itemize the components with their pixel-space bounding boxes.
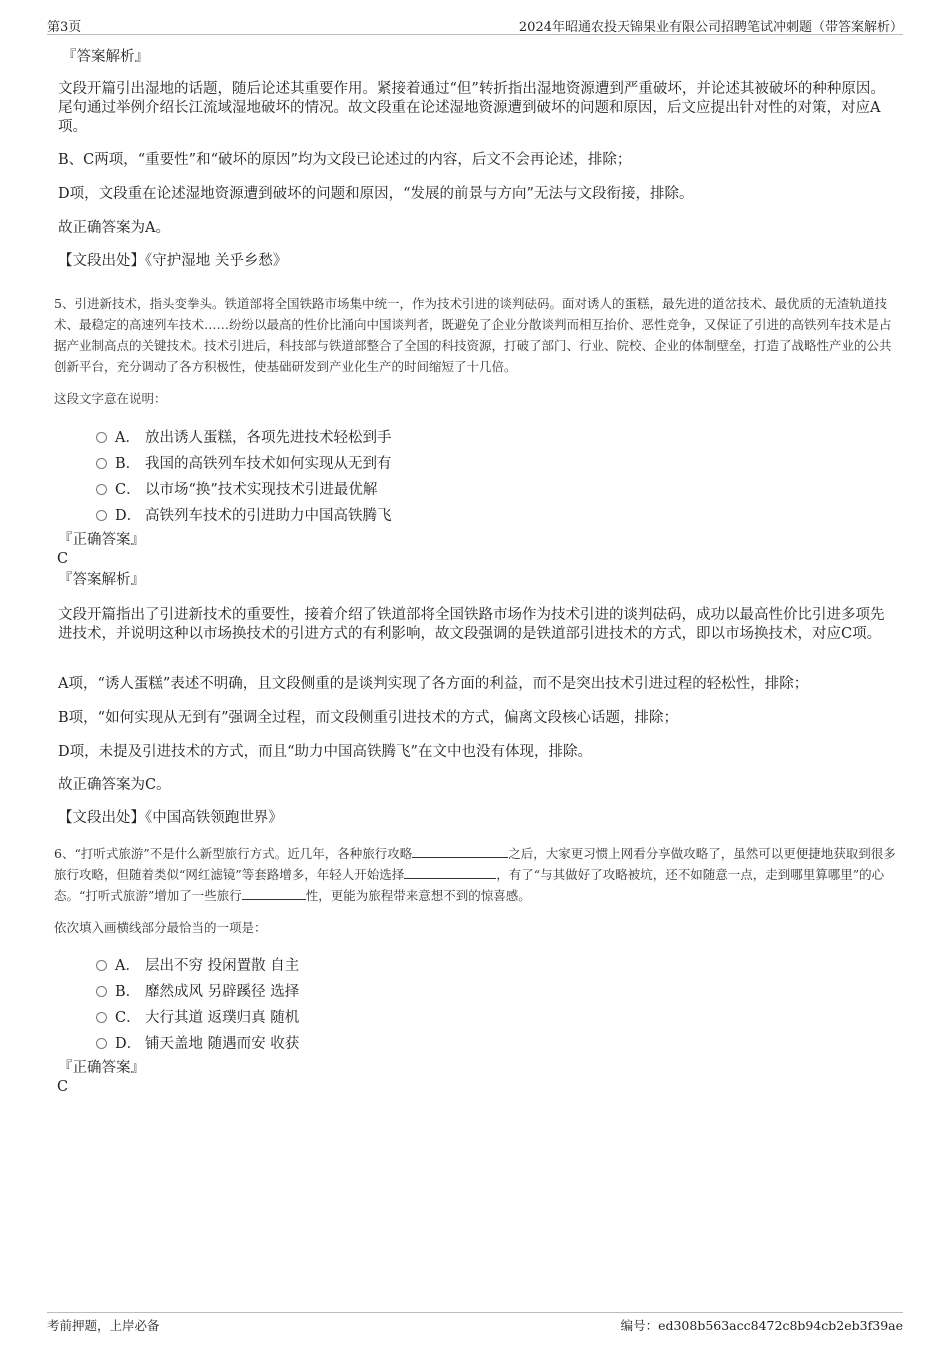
radio-icon[interactable] [96,458,107,469]
option-d[interactable]: D． 高铁列车技术的引进助力中国高铁腾飞 [96,504,392,524]
page-header [47,14,903,35]
analysis-paragraph: 文段开篇引出湿地的话题，随后论述其重要作用。紧接着通过“但”转折指出湿地资源遭到严重破坏，并论述其被破坏的种种原因。尾句通过举例介绍长江流域湿地破坏的情况。故文段重在论述湿地资源遭到破坏的问题和原因，后文应提出针对性的对策，对应A项。 [58,81,885,135]
analysis-paragraph: D项，文段重在论述湿地资源遭到破坏的问题和原因，“发展的前景与方向”无法与文段衔接，排除。 [58,186,694,202]
answer-label: 『正确答案』 [58,1060,145,1076]
option-c[interactable]: C． 以市场“换”技术实现技术引进最优解 [96,478,377,498]
answer-conclusion: 故正确答案为C。 [58,777,171,793]
analysis-paragraph: D项，未提及引进技术的方式，而且“助力中国高铁腾飞”在文中也没有体现，排除。 [58,744,592,760]
option-b[interactable]: B． 靡然成风 另辟蹊径 选择 [96,980,299,1000]
option-a[interactable]: A． 层出不穷 投闲置散 自主 [96,954,299,974]
analysis-label: 『答案解析』 [58,572,145,588]
document-title: 2024年昭通农投天锦果业有限公司招聘笔试冲刺题（带答案解析） [518,20,903,35]
question-stem: 5、引进新技术，指头变拳头。铁道部将全国铁路市场集中统一，作为技术引进的谈判砝码。面对诱人的蛋糕，最先进的道岔技术、最优质的无渣轨道技术、最稳定的高速列车技术……纷纷以最高的性价比涌向中国谈判者，既避免了企业分散谈判而相互抬价、恶性竞争，又保证了引进的高铁列车技术是占据产业制高点的关键技术。技术引进后，科技部与铁道部整合了全国的科技资源，打破了部门、行业、院校、企业的体制壁垒，打造了战略性产业的公共创新平台，充分调动了各方积极性，使基础研发到产业化生产的时间缩短了十几倍。 [54,296,892,374]
analysis-label: 『答案解析』 [62,49,149,65]
answer-value: C [57,551,69,567]
analysis-paragraph: B项，“如何实现从无到有”强调全过程，而文段侧重引进技术的方式，偏离文段核心话题，排除； [58,710,678,726]
page-footer [47,1312,903,1337]
document-id: 编号：ed308b563acc8472c8b94cb2eb3f39ae [620,1318,903,1333]
analysis-paragraph: 文段开篇指出了引进新技术的重要性，接着介绍了铁道部将全国铁路市场作为技术引进的谈判砝码，成功以最高性价比引进多项先进技术，并说明这种以市场换技术的引进方式的有利影响，故文段强调的是铁道部引进技术的方式，即以市场换技术，对应C项。 [58,607,885,642]
question-prompt: 依次填入画横线部分最恰当的一项是： [54,920,267,935]
option-d[interactable]: D． 铺天盖地 随遇而安 收获 [96,1032,299,1052]
radio-icon[interactable] [96,1038,107,1049]
answer-value: C [57,1079,69,1095]
option-a[interactable]: A． 放出诱人蛋糕，各项先进技术轻松到手 [96,426,392,446]
analysis-paragraph: B、C两项，“重要性”和“破坏的原因”均为文段已论述过的内容，后文不会再论述，排除； [58,152,632,168]
answer-label: 『正确答案』 [58,532,145,548]
radio-icon[interactable] [96,432,107,443]
radio-icon[interactable] [96,510,107,521]
question-stem: 6、“打听式旅游”不是什么新型旅行方式。近几年，各种旅行攻略 之后，大家更习惯上网看分享做攻略了，虽然可以更便捷地获取到很多旅行攻略，但随着类似“网红滤镜”等套路增多，年轻人开始选择 ，有了“与其做好了攻略被坑，还不如随意一点，走到哪里算哪里”的心态。“打听式旅游”增加了一些旅行 性，更能为旅程带来意想不到的惊喜感。 [54,846,896,903]
option-c[interactable]: C． 大行其道 返璞归真 随机 [96,1006,299,1026]
page-number: 第3页 [47,20,82,35]
radio-icon[interactable] [96,1012,107,1023]
analysis-paragraph: A项，“诱人蛋糕”表述不明确，且文段侧重的是谈判实现了各方面的利益，而不是突出技术引进过程的轻松性，排除； [58,676,809,692]
fill-blank [242,887,306,900]
answer-conclusion: 故正确答案为A。 [58,220,170,236]
option-b[interactable]: B． 我国的高铁列车技术如何实现从无到有 [96,452,392,472]
radio-icon[interactable] [96,960,107,971]
footer-slogan: 考前押题，上岸必备 [47,1318,160,1333]
question-prompt: 这段文字意在说明： [54,391,167,406]
source-citation: 【文段出处】《中国高铁领跑世界》 [58,810,283,826]
radio-icon[interactable] [96,484,107,495]
fill-blank [412,845,508,858]
source-citation: 【文段出处】《守护湿地 关乎乡愁》 [58,253,288,269]
fill-blank [404,866,496,879]
radio-icon[interactable] [96,986,107,997]
